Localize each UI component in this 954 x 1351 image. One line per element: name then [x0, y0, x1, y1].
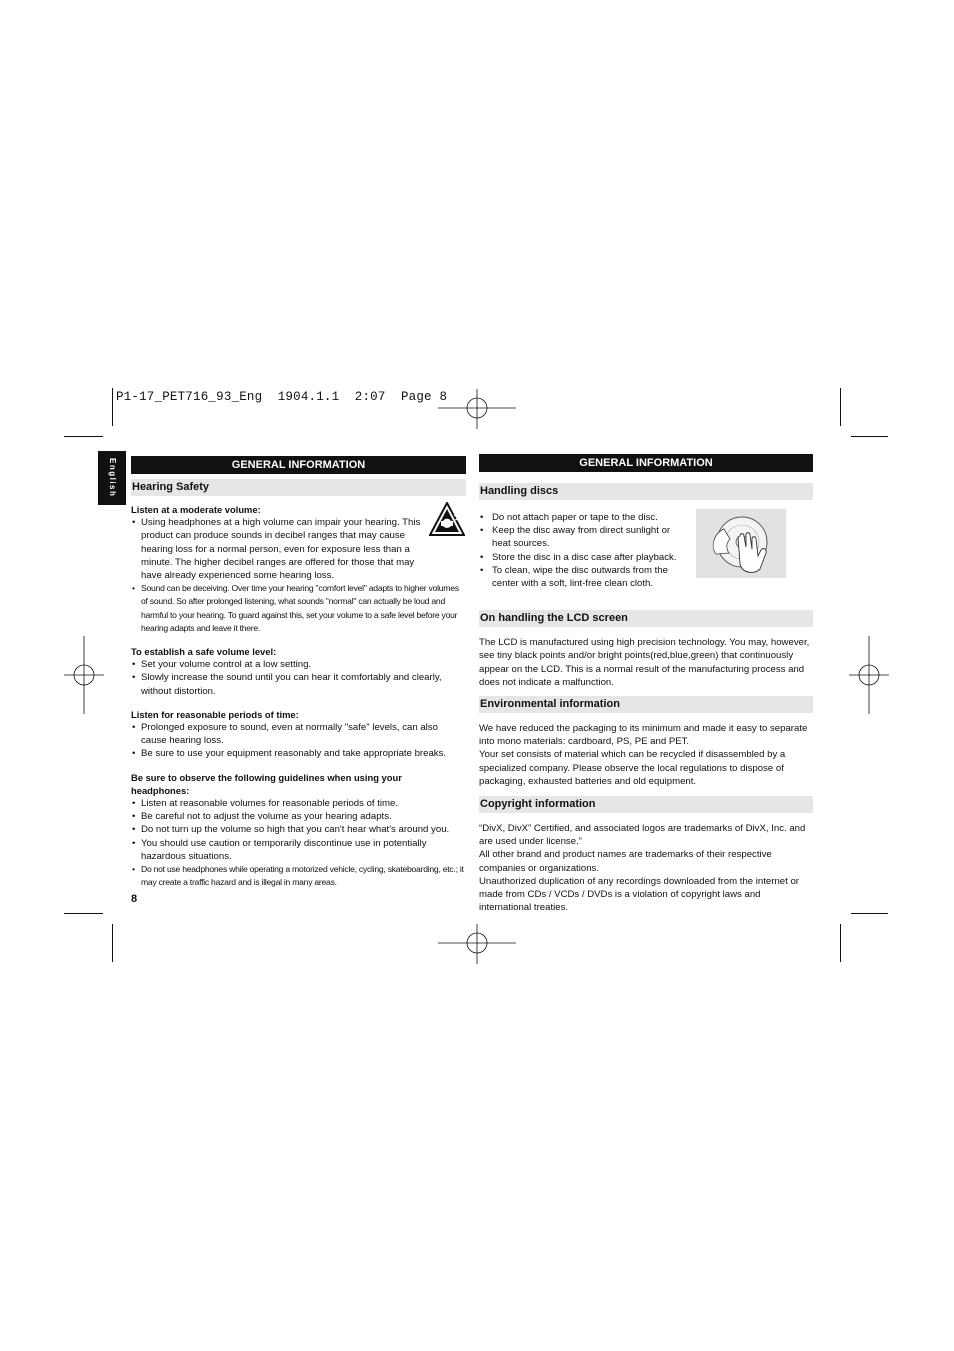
section-header: GENERAL INFORMATION — [479, 454, 813, 472]
list-item: • Do not use headphones while operating a motorized vehicle, cycling, skateboarding, etc.; it may create a traffic hazard and is illegal in many areas. — [131, 863, 466, 889]
periods-list — [131, 721, 466, 761]
hearing-warning-icon — [429, 502, 465, 536]
print-slug-line: P1-17_PET716_93_Eng 1904.1.1 2:07 Page 8 — [116, 390, 448, 404]
page-number: 8 — [131, 893, 138, 905]
list-item: • Do not attach paper or tape to the disc. — [479, 511, 684, 524]
environment-text-2: Your set consists of material which can be recycled if disassembled by a specialized company. Please observe the local regulations to dispose of packaging, exhausted batteries and old equipment. — [479, 749, 786, 787]
environment-title: Environmental information — [479, 696, 813, 713]
handling-discs-title: Handling discs — [479, 483, 813, 500]
hand-holding-disc-icon — [696, 509, 786, 578]
lcd-title: On handling the LCD screen — [479, 610, 813, 627]
list-item: • Prolonged exposure to sound, even at normally "safe" levels, can also cause hearing loss. — [131, 721, 466, 747]
list-item: • To clean, wipe the disc outwards from the center with a soft, lint-free clean cloth. — [479, 564, 684, 590]
safe-level-title: To establish a safe volume level: — [131, 646, 277, 658]
section-header: GENERAL INFORMATION — [131, 456, 466, 474]
copyright-text-3: Unauthorized duplication of any recordings downloaded from the internet or made from CDs / VCDs / DVDs is a violation of copyright laws and international treaties. — [479, 875, 799, 914]
registration-mark-icon — [849, 636, 889, 714]
list-item: • You should use caution or temporarily discontinue use in potentially hazardous situations. — [131, 837, 466, 863]
periods-title: Listen for reasonable periods of time: — [131, 708, 299, 720]
language-tab: English — [98, 451, 126, 505]
list-item: • Slowly increase the sound until you can hear it comfortably and clearly, without distortion. — [131, 671, 466, 697]
list-item: • Do not turn up the volume so high that you can't hear what's around you. — [131, 823, 466, 836]
disc-handling-illustration — [696, 509, 786, 578]
list-item: • Sound can be deceiving. Over time your hearing "comfort level" adapts to higher volumes of sound. So after prolonged listening, what sounds "normal" can actually be loud and harmful to your hearing. To guard against this, set your volume to a safe level before your hearing adapts and leave it there. — [131, 582, 466, 635]
list-item: • Keep the disc away from direct sunlight or heat sources. — [479, 524, 684, 550]
copyright-text-2: All other brand and product names are trademarks of their respective companies or organizations. — [479, 849, 772, 874]
list-item: • Listen at reasonable volumes for reasonable periods of time. — [131, 797, 466, 810]
list-item: • Using headphones at a high volume can impair your hearing. This product can produce sounds in decibel ranges that may cause hearing loss for a normal person, even for exposure less than a minute. The higher decibel ranges are offered for those that may have already experienced some hearing loss. — [131, 516, 466, 582]
guidelines-list — [131, 797, 466, 889]
environment-text-1: We have reduced the packaging to its minimum and made it easy to separate into mono materials: cardboard, PS, PE and PET. — [479, 723, 808, 748]
registration-mark-icon — [64, 636, 104, 714]
safe-level-list — [131, 658, 466, 698]
moderate-volume-title: Listen at a moderate volume: — [131, 504, 261, 515]
registration-mark-icon — [438, 924, 516, 964]
list-item: • Be careful not to adjust the volume as your hearing adapts. — [131, 810, 466, 823]
list-item: • Set your volume control at a low setting. — [131, 658, 466, 671]
guidelines-title: Be sure to observe the following guidelines when using your headphones: — [131, 771, 402, 796]
list-item: • Store the disc in a disc case after playback. — [479, 551, 684, 564]
copyright-title: Copyright information — [479, 796, 813, 813]
list-item: • Be sure to use your equipment reasonably and take appropriate breaks. — [131, 747, 466, 760]
handling-discs-list — [479, 511, 684, 590]
hearing-safety-title: Hearing Safety — [131, 479, 466, 496]
moderate-volume-list — [131, 516, 466, 635]
left-column — [131, 456, 466, 889]
lcd-text: The LCD is manufactured using high precision technology. You may, however, see tiny black points and/or bright points(red,blue,green) that continuously appear on the LCD. This is a normal result of the manufacturing process and does not indicate a malfunction. — [479, 637, 810, 688]
registration-mark-icon — [438, 389, 516, 429]
copyright-text-1: “DivX, DivX” Certified, and associated logos are trademarks of DivX, Inc. and are used under license.” — [479, 823, 806, 848]
